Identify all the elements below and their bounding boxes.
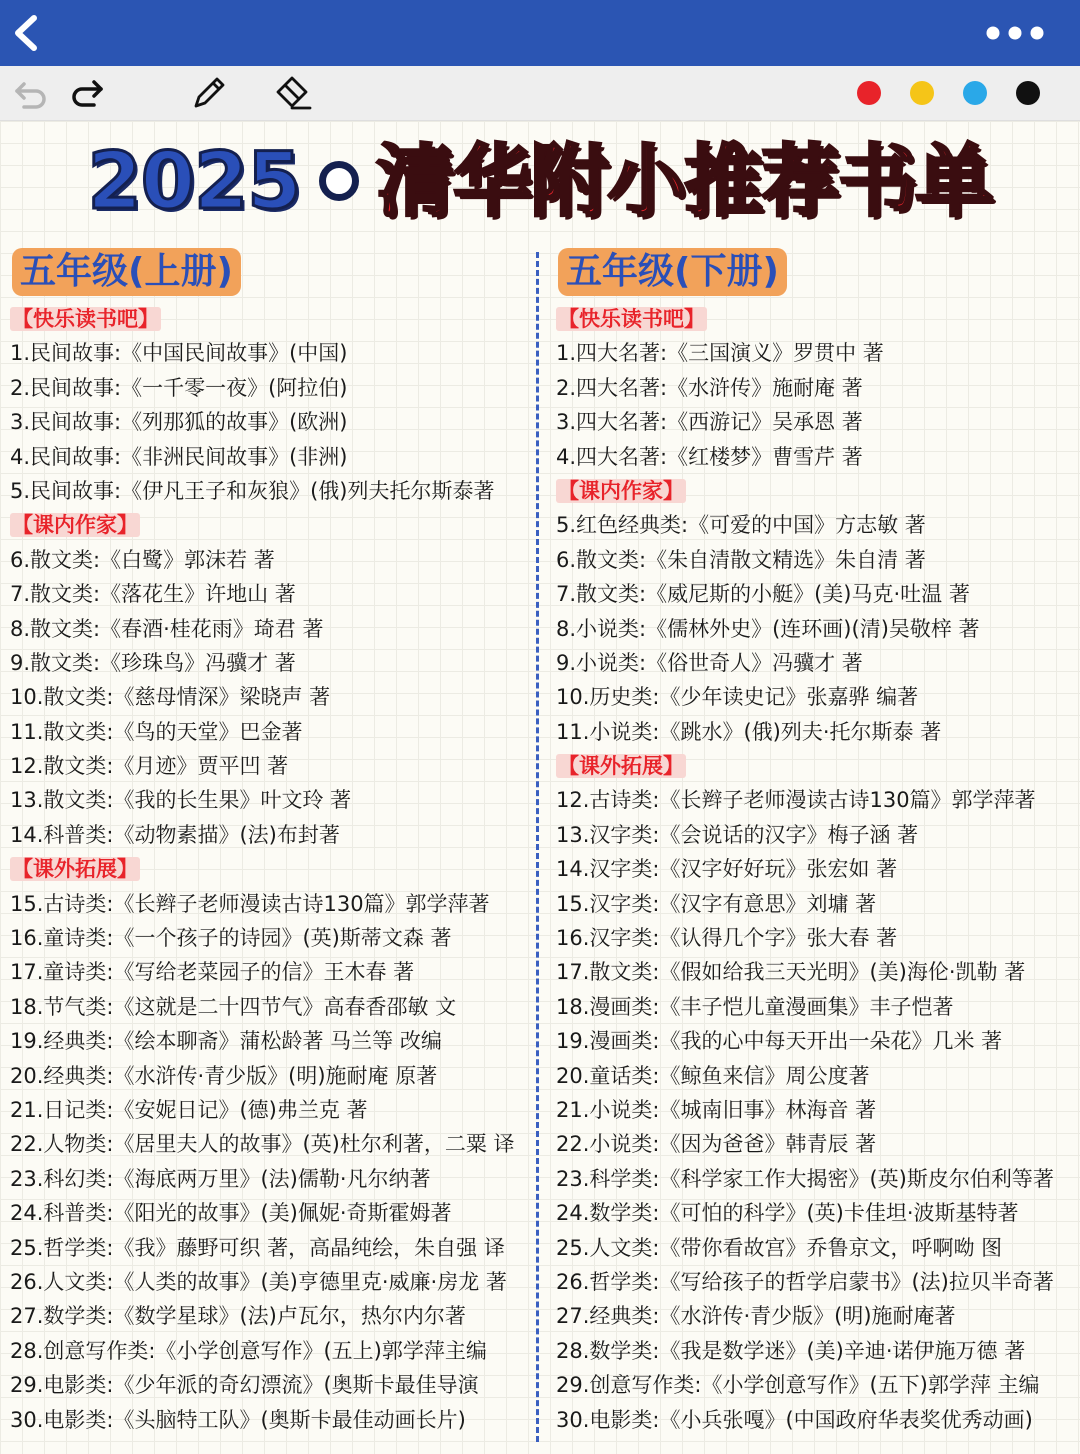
list-item-text: 6.散文类:《朱自清散文精选》朱自清 著 xyxy=(556,547,926,572)
list-item-text: 14.科普类:《动物素描》(法)布封著 xyxy=(10,822,340,847)
redo-icon[interactable] xyxy=(68,74,106,112)
list-item-text: 27.数学类:《数学星球》(法)卢瓦尔，热尔内尔著 xyxy=(10,1304,466,1329)
list-item xyxy=(556,818,1076,852)
section-heading-label: 【课外拓展】 xyxy=(558,754,684,779)
list-item-text: 17.散文类:《假如给我三天光明》(美)海伦·凯勒 著 xyxy=(556,960,1026,985)
list-item xyxy=(10,1093,530,1127)
title-main: 清华附小推荐书单 xyxy=(376,137,993,227)
list-item xyxy=(10,1024,530,1058)
color-swatch-red[interactable] xyxy=(857,81,881,105)
list-item-text: 9.小说类:《俗世奇人》冯骥才 著 xyxy=(556,650,863,675)
list-item xyxy=(556,1403,1076,1437)
list-item xyxy=(556,990,1076,1024)
list-item-text: 19.经典类:《绘本聊斋》蒲松龄著 马兰等 改编 xyxy=(10,1029,442,1054)
list-item xyxy=(10,887,530,921)
book-list-right xyxy=(556,302,1076,1437)
list-item xyxy=(10,1265,530,1299)
list-item-text: 4.民间故事:《非洲民间故事》(非洲) xyxy=(10,444,348,469)
list-item-text: 16.汉字类:《认得几个字》张大春 著 xyxy=(556,926,898,951)
list-item xyxy=(10,1403,530,1437)
list-item-text: 16.童诗类:《一个孩子的诗园》(英)斯蒂文森 著 xyxy=(10,926,452,951)
list-item xyxy=(10,680,530,714)
list-item xyxy=(556,508,1076,542)
list-item-text: 2.民间故事:《一千零一夜》(阿拉伯) xyxy=(10,375,348,400)
eraser-icon[interactable] xyxy=(274,74,312,112)
list-item xyxy=(556,612,1076,646)
grade-heading-left: 五年级(上册) xyxy=(12,248,241,296)
list-item-text: 15.汉字类:《汉字有意思》刘墉 著 xyxy=(556,891,877,916)
section-heading-label: 【课内作家】 xyxy=(558,478,684,503)
list-item xyxy=(556,783,1076,817)
list-item xyxy=(10,1334,530,1368)
column-divider xyxy=(536,252,539,1442)
list-item xyxy=(556,1024,1076,1058)
list-item xyxy=(10,1231,530,1265)
list-item-text: 15.古诗类:《长辫子老师漫读古诗130篇》郭学萍著 xyxy=(10,891,490,916)
list-item-text: 13.散文类:《我的长生果》叶文玲 著 xyxy=(10,788,352,813)
pencil-icon[interactable] xyxy=(190,74,228,112)
list-item xyxy=(556,646,1076,680)
list-item-text: 4.四大名著:《红楼梦》曹雪芹 著 xyxy=(556,444,863,469)
list-item-text: 10.散文类:《慈母情深》梁晓声 著 xyxy=(10,685,331,710)
list-item-text: 12.散文类:《月迹》贾平凹 著 xyxy=(10,754,289,779)
list-item-text: 18.漫画类:《丰子恺儿童漫画集》丰子恺著 xyxy=(556,994,954,1019)
title-year: 2025 xyxy=(87,137,301,227)
right-column xyxy=(556,248,1076,1437)
list-item-text: 28.创意写作类:《小学创意写作》(五上)郭学萍主编 xyxy=(10,1338,487,1363)
section-heading xyxy=(10,508,530,542)
list-item xyxy=(556,1127,1076,1161)
list-item xyxy=(10,1162,530,1196)
list-item xyxy=(10,1127,530,1161)
list-item xyxy=(556,1059,1076,1093)
list-item xyxy=(556,921,1076,955)
list-item xyxy=(556,852,1076,886)
list-item xyxy=(556,371,1076,405)
page-title xyxy=(0,132,1080,232)
list-item-text: 29.创意写作类:《小学创意写作》(五下)郭学萍 主编 xyxy=(556,1373,1040,1398)
list-item-text: 24.科普类:《阳光的故事》(美)佩妮·奇斯霍姆著 xyxy=(10,1201,452,1226)
list-item xyxy=(556,955,1076,989)
list-item-text: 6.散文类:《白鹭》郭沫若 著 xyxy=(10,547,275,572)
list-item-text: 18.节气类:《这就是二十四节气》高春香邵敏 文 xyxy=(10,994,457,1019)
list-item xyxy=(556,1196,1076,1230)
list-item-text: 10.历史类:《少年读史记》张嘉骅 编著 xyxy=(556,685,919,710)
section-heading xyxy=(10,302,530,336)
list-item xyxy=(10,1299,530,1333)
list-item xyxy=(10,474,530,508)
left-column xyxy=(10,248,530,1437)
list-item-text: 22.人物类:《居里夫人的故事》(英)杜尔利著，二粟 译 xyxy=(10,1132,515,1157)
list-item xyxy=(556,1265,1076,1299)
list-item xyxy=(10,543,530,577)
list-item-text: 23.科学类:《科学家工作大揭密》(英)斯皮尔伯利等著 xyxy=(556,1166,1054,1191)
list-item-text: 30.电影类:《头脑特工队》(奥斯卡最佳动画长片) xyxy=(10,1407,466,1432)
section-heading-label: 【课外拓展】 xyxy=(12,857,138,882)
list-item xyxy=(556,680,1076,714)
list-item xyxy=(10,336,530,370)
section-heading xyxy=(10,852,530,886)
list-item xyxy=(556,405,1076,439)
list-item-text: 26.人文类:《人类的故事》(美)亨德里克·威廉·房龙 著 xyxy=(10,1269,507,1294)
list-item-text: 20.童话类:《鲸鱼来信》周公度著 xyxy=(556,1063,870,1088)
list-item-text: 11.散文类:《鸟的天堂》巴金著 xyxy=(10,719,303,744)
list-item xyxy=(10,1368,530,1402)
list-item xyxy=(10,749,530,783)
list-item xyxy=(10,1059,530,1093)
list-item-text: 1.四大名著:《三国演义》罗贯中 著 xyxy=(556,341,884,366)
section-heading-label: 【快乐读书吧】 xyxy=(12,307,159,331)
list-item xyxy=(10,577,530,611)
list-item-text: 23.科幻类:《海底两万里》(法)儒勒·凡尔纳著 xyxy=(10,1166,431,1191)
list-item xyxy=(10,783,530,817)
undo-icon[interactable] xyxy=(12,74,50,112)
list-item xyxy=(10,921,530,955)
list-item xyxy=(556,887,1076,921)
list-item-text: 2.四大名著:《水浒传》施耐庵 著 xyxy=(556,375,863,400)
section-heading xyxy=(556,302,1076,336)
list-item-text: 12.古诗类:《长辫子老师漫读古诗130篇》郭学萍著 xyxy=(556,788,1036,813)
list-item-text: 28.数学类:《我是数学迷》(美)辛迪·诺伊施万德 著 xyxy=(556,1338,1026,1363)
section-heading-label: 【课内作家】 xyxy=(12,513,138,538)
list-item xyxy=(10,818,530,852)
list-item xyxy=(10,1196,530,1230)
more-dots-icon[interactable] xyxy=(984,24,1046,42)
grade-heading-right: 五年级(下册) xyxy=(558,248,787,296)
top-app-bar xyxy=(0,0,1080,66)
list-item xyxy=(10,612,530,646)
list-item xyxy=(556,1093,1076,1127)
list-item-text: 11.小说类:《跳水》(俄)列夫·托尔斯泰 著 xyxy=(556,719,942,744)
list-item-text: 24.数学类:《可怕的科学》(英)卡佳坦·波斯基特著 xyxy=(556,1201,1019,1226)
list-item-text: 7.散文类:《威尼斯的小艇》(美)马克·吐温 著 xyxy=(556,582,970,607)
drawing-toolbar xyxy=(0,66,1080,121)
list-item-text: 27.经典类:《水浒传·青少版》(明)施耐庵著 xyxy=(556,1304,956,1329)
section-heading-label: 【快乐读书吧】 xyxy=(558,307,705,331)
list-item-text: 14.汉字类:《汉字好好玩》张宏如 著 xyxy=(556,857,898,882)
list-item-text: 26.哲学类:《写给孩子的哲学启蒙书》(法)拉贝半奇著 xyxy=(556,1269,1054,1294)
list-item-text: 19.漫画类:《我的心中每天开出一朵花》几米 著 xyxy=(556,1029,1003,1054)
list-item-text: 3.四大名著:《西游记》吴承恩 著 xyxy=(556,410,863,435)
list-item-text: 20.经典类:《水浒传·青少版》(明)施耐庵 原著 xyxy=(10,1063,438,1088)
list-item xyxy=(10,715,530,749)
list-item-text: 3.民间故事:《列那狐的故事》(欧洲) xyxy=(10,410,348,435)
title-dot xyxy=(319,161,359,201)
list-item-text: 8.散文类:《春酒·桂花雨》琦君 著 xyxy=(10,616,324,641)
color-swatch-black[interactable] xyxy=(1016,81,1040,105)
list-item xyxy=(556,543,1076,577)
chevron-left-icon[interactable] xyxy=(10,14,42,52)
list-item xyxy=(10,440,530,474)
list-item-text: 17.童诗类:《写给老菜园子的信》王木春 著 xyxy=(10,960,415,985)
list-item-text: 21.日记类:《安妮日记》(德)弗兰克 著 xyxy=(10,1097,368,1122)
list-item-text: 22.小说类:《因为爸爸》韩青辰 著 xyxy=(556,1132,877,1157)
section-heading xyxy=(556,474,1076,508)
list-item xyxy=(556,1231,1076,1265)
list-item xyxy=(556,440,1076,474)
list-item xyxy=(556,577,1076,611)
list-item-text: 25.哲学类:《我》藤野可织 著，高晶纯绘，朱自强 译 xyxy=(10,1235,505,1260)
list-item-text: 25.人文类:《带你看故宫》乔鲁京文，呼啊呦 图 xyxy=(556,1235,1003,1260)
color-swatch-yellow[interactable] xyxy=(910,81,934,105)
list-item-text: 29.电影类:《少年派的奇幻漂流》(奥斯卡最佳导演 xyxy=(10,1373,479,1398)
list-item xyxy=(10,955,530,989)
list-item xyxy=(10,405,530,439)
list-item-text: 30.电影类:《小兵张嘎》(中国政府华表奖优秀动画) xyxy=(556,1407,1033,1432)
list-item xyxy=(556,1162,1076,1196)
list-item xyxy=(556,1368,1076,1402)
list-item xyxy=(10,371,530,405)
color-swatch-blue[interactable] xyxy=(963,81,987,105)
list-item-text: 1.民间故事:《中国民间故事》(中国) xyxy=(10,341,348,366)
list-item xyxy=(556,336,1076,370)
list-item-text: 7.散文类:《落花生》许地山 著 xyxy=(10,582,296,607)
list-item-text: 9.散文类:《珍珠鸟》冯骥才 著 xyxy=(10,650,296,675)
list-item xyxy=(556,1334,1076,1368)
list-item-text: 5.民间故事:《伊凡王子和灰狼》(俄)列夫托尔斯泰著 xyxy=(10,478,495,503)
list-item-text: 8.小说类:《儒林外史》(连环画)(清)吴敬梓 著 xyxy=(556,616,980,641)
list-item-text: 5.红色经典类:《可爱的中国》方志敏 著 xyxy=(556,513,926,538)
list-item xyxy=(10,646,530,680)
list-item xyxy=(556,715,1076,749)
section-heading xyxy=(556,749,1076,783)
list-item xyxy=(10,990,530,1024)
list-item xyxy=(556,1299,1076,1333)
book-list-left xyxy=(10,302,530,1437)
list-item-text: 13.汉字类:《会说话的汉字》梅子涵 著 xyxy=(556,822,919,847)
list-item-text: 21.小说类:《城南旧事》林海音 著 xyxy=(556,1097,877,1122)
